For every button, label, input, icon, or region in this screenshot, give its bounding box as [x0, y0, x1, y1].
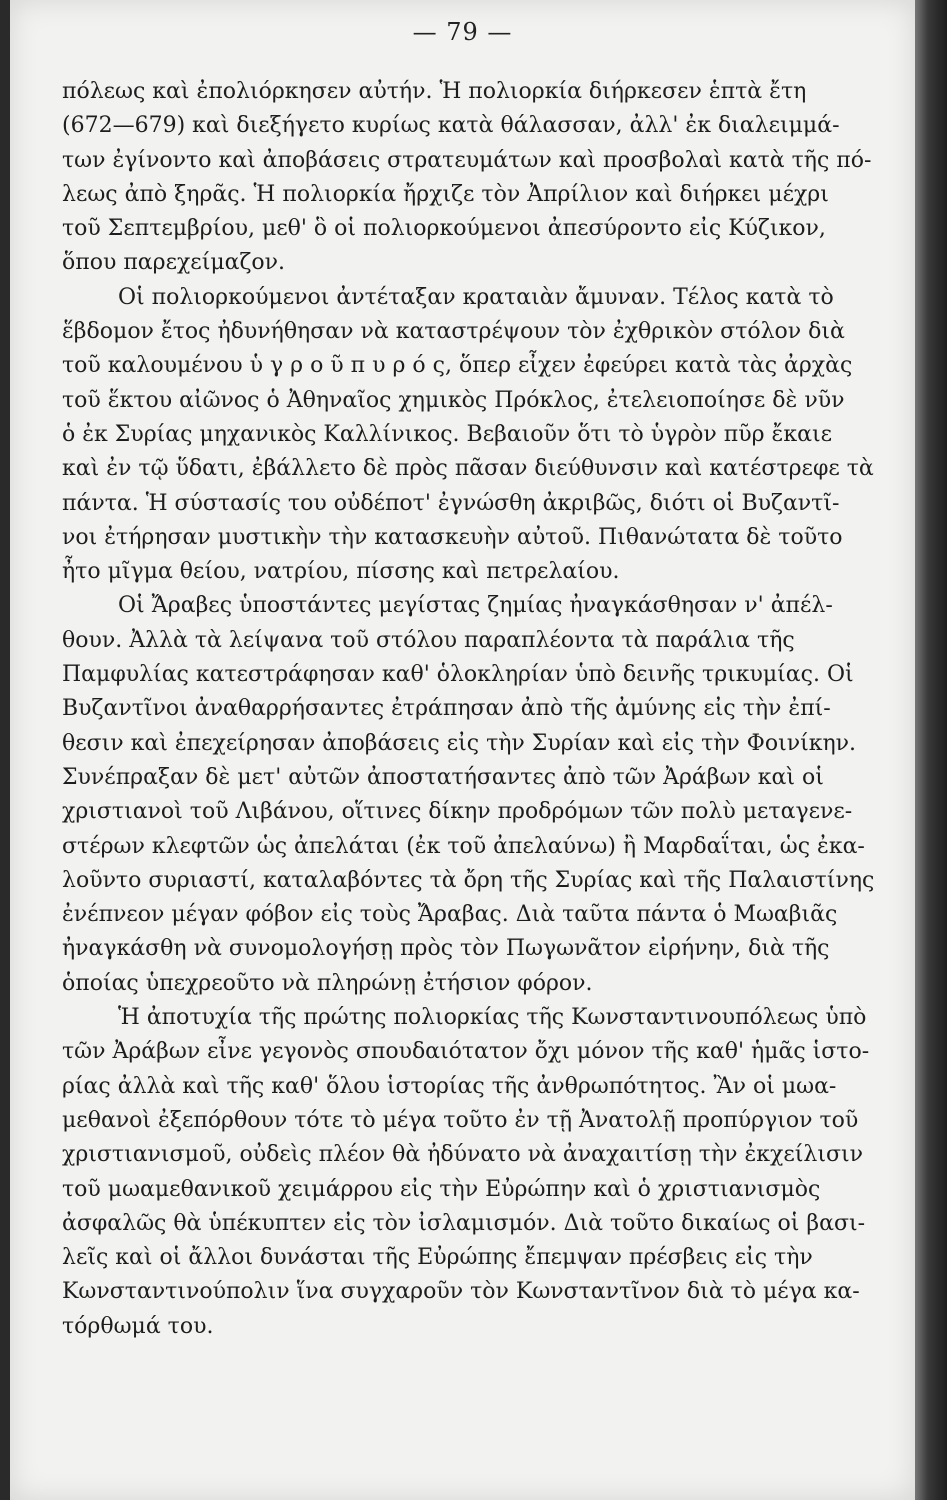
text-line: λεως ἀπὸ ξηρᾶς. Ἡ πολιορκία ἤρχιζε τὸν Ἀπρίλιον καὶ διήρκει μέχρι — [62, 181, 829, 207]
text-line: των ἐγίνοντο καὶ ἀποβάσεις στρατευμάτων καὶ προσβολαὶ κατὰ τῆς πό- — [62, 147, 872, 173]
text-line: τοῦ μωαμεθανικοῦ χειμάρρου εἰς τὴν Εὐρώπην καὶ ὁ χριστιανισμὸς — [62, 1176, 821, 1202]
text-line: Παμφυλίας κατεστράφησαν καθ' ὁλοκληρίαν ὑπὸ δεινῆς τρικυμίας. Οἱ — [62, 662, 854, 688]
text-line: καὶ ἐν τῷ ὕδατι, ἐβάλλετο δὲ πρὸς πᾶσαν διεύθυνσιν καὶ κατέστρεφε τὰ — [62, 456, 874, 482]
text-line: στέρων κλεφτῶν ὡς ἀπελάται (ἐκ τοῦ ἀπελαύνω) ἢ Μαρδαΐται, ὡς ἐκα- — [62, 833, 865, 859]
text-line: Βυζαντῖνοι ἀναθαρρήσαντες ἐτράπησαν ἀπὸ τῆς ἀμύνης εἰς τὴν ἐπί- — [62, 696, 831, 722]
text-line: λοῦντο συριαστί, καταλαβόντες τὰ ὄρη τῆς Συρίας καὶ τῆς Παλαιστίνης — [62, 867, 875, 893]
text-line: πάντα. Ἡ σύστασίς του οὐδέποτ' ἐγνώσθη ἀκριβῶς, διότι οἱ Βυζαντῖ- — [62, 490, 840, 516]
text-line: ρίας ἀλλὰ καὶ τῆς καθ' ὅλου ἱστορίας τῆς ἀνθρωπότητος. Ἂν οἱ μωα- — [62, 1073, 837, 1099]
text-line: ἕβδομον ἔτος ἠδυνήθησαν νὰ καταστρέψουν τὸν ἐχθρικὸν στόλον διὰ — [62, 319, 845, 345]
text-line: πόλεως καὶ ἐπολιόρκησεν αὐτήν. Ἡ πολιορκία διήρκεσεν ἑπτὰ ἔτη — [62, 79, 807, 104]
text-line: χριστιανισμοῦ, οὐδεὶς πλέον θὰ ἠδύνατο νὰ ἀναχαιτίσῃ τὴν ἐκχείλισιν — [62, 1142, 863, 1168]
text-line: ἐνέπνεον μέγαν φόβον εἰς τοὺς Ἄραβας. Διὰ ταῦτα πάντα ὁ Μωαβιᾶς — [62, 902, 838, 928]
text-line: μεθανοὶ ἐξεπόρθουν τότε τὸ μέγα τοῦτο ἐν τῇ Ἀνατολῇ προπύργιον τοῦ — [62, 1107, 859, 1133]
text-line: τῶν Ἀράβων εἶνε γεγονὸς σπουδαιότατον ὄχι μόνον τῆς καθ' ἡμᾶς ἱστο- — [62, 1039, 870, 1065]
text-line: ὁποίας ὑπεχρεοῦτο νὰ πληρώνῃ ἐτήσιον φόρον. — [62, 970, 593, 996]
text-line: τοῦ καλουμένου ὑ γ ρ ο ῦ π υ ρ ό ς, ὅπερ εἶχεν ἐφεύρει κατὰ τὰς ἀρχὰς — [62, 353, 853, 379]
text-line: λεῖς καὶ οἱ ἄλλοι δυνάσται τῆς Εὐρώπης ἔπεμψαν πρέσβεις εἰς τὴν — [62, 1245, 813, 1271]
text-line: Ἡ ἀποτυχία τῆς πρώτης πολιορκίας τῆς Κωνσταντινουπόλεως ὑπὸ — [118, 1005, 867, 1031]
text-line: ὁ ἐκ Συρίας μηχανικὸς Καλλίνικος. Βεβαιοῦν ὅτι τὸ ὑγρὸν πῦρ ἔκαιε — [62, 421, 832, 447]
text-line: ἠναγκάσθη νὰ συνομολογήσῃ πρὸς τὸν Πωγωνᾶτον εἰρήνην, διὰ τῆς — [62, 936, 830, 962]
text-line: θουν. Ἀλλὰ τὰ λείψανα τοῦ στόλου παραπλέοντα τὰ παράλια τῆς — [62, 627, 795, 653]
text-line: τόρθωμά του. — [62, 1313, 214, 1339]
text-line: ἀσφαλῶς θὰ ὑπέκυπτεν εἰς τὸν ἰσλαμισμόν. Διὰ τοῦτο δικαίως οἱ βασι- — [62, 1210, 866, 1236]
text-line: τοῦ Σεπτεμβρίου, μεθ' ὃ οἱ πολιορκούμενοι ἀπεσύροντο εἰς Κύζικον, — [62, 216, 826, 242]
text-line: Κωνσταντινούπολιν ἵνα συγχαροῦν τὸν Κωνσταντῖνον διὰ τὸ μέγα κα- — [62, 1279, 860, 1305]
body-text — [62, 75, 882, 1344]
page-number: — 79 — — [412, 18, 513, 46]
book-binding-edge — [915, 0, 947, 1500]
text-line: Συνέπραξαν δὲ μετ' αὐτῶν ἀποστατήσαντες ἀπὸ τῶν Ἀράβων καὶ οἱ — [62, 764, 824, 790]
book-page — [10, 0, 915, 1500]
text-line: (672—679) καὶ διεξήγετο κυρίως κατὰ θάλασσαν, ἀλλ' ἐκ διαλειμμά- — [62, 113, 840, 139]
text-line: τοῦ ἕκτου αἰῶνος ὁ Ἀθηναῖος χημικὸς Πρόκλος, ἐτελειοποίησε δὲ νῦν — [62, 387, 845, 413]
text-line: Οἱ Ἄραβες ὑποστάντες μεγίστας ζημίας ἠναγκάσθησαν ν' ἀπέλ- — [118, 593, 833, 619]
text-line: ἦτο μῖγμα θείου, νατρίου, πίσσης καὶ πετρελαίου. — [62, 559, 620, 585]
text-line: ὅπου παρεχείμαζον. — [62, 250, 286, 276]
text-line: θεσιν καὶ ἐπεχείρησαν ἀποβάσεις εἰς τὴν Συρίαν καὶ εἰς τὴν Φοινίκην. — [62, 730, 856, 756]
text-line: Οἱ πολιορκούμενοι ἀντέταξαν κραταιὰν ἄμυναν. Τέλος κατὰ τὸ — [118, 284, 834, 310]
text-line: νοι ἐτήρησαν μυστικὴν τὴν κατασκευὴν αὐτοῦ. Πιθανώτατα δὲ τοῦτο — [62, 524, 843, 550]
text-line: χριστιανοὶ τοῦ Λιβάνου, οἵτινες δίκην προδρόμων τῶν πολὺ μεταγενε- — [62, 799, 853, 825]
